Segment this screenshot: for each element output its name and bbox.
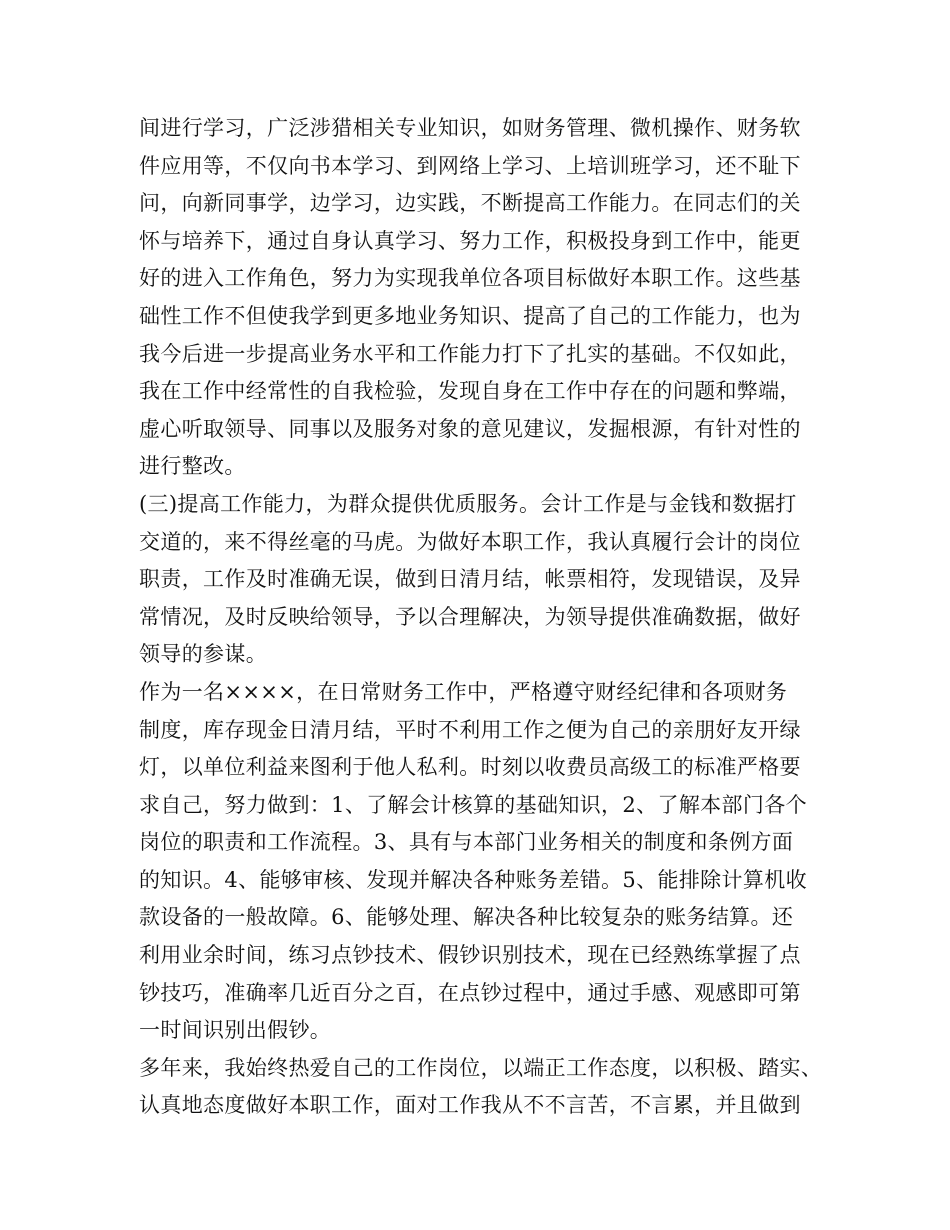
text-line: 多年来，我始终热爱自己的工作岗位，以端正工作态度，以积极、踏实、 (139, 1055, 823, 1080)
text-line: 认真地态度做好本职工作，面对工作我从不不言苦，不言累，并且做到 (139, 1093, 801, 1118)
text-line: 我今后进一步提高业务水平和工作能力打下了扎实的基础。不仅如此， (139, 341, 801, 366)
text-line: 款设备的一般故障。6、能够处理、解决各种比较复杂的账务结算。还 (139, 905, 794, 930)
text-line: 怀与培养下，通过自身认真学习、努力工作，积极投身到工作中，能更 (139, 228, 801, 253)
text-line: 制度，库存现金日清月结，平时不利用工作之便为自己的亲朋好友开绿 (139, 717, 801, 742)
text-line: 间进行学习，广泛涉猎相关专业知识，如财务管理、微机操作、财务软 (139, 116, 801, 140)
text-line: 虚心听取领导、同事以及服务对象的意见建议，发掘根源，有针对性的 (139, 416, 801, 441)
text-line: 钞技巧，准确率几近百分之百，在点钞过程中，通过手感、观感即可第 (139, 980, 801, 1005)
text-line: 交道的，来不得丝毫的马虎。为做好本职工作，我认真履行会计的岗位 (139, 529, 801, 554)
text-line: 领导的参谋。 (139, 642, 268, 667)
text-line: 的知识。4、能够审核、发现并解决各种账务差错。5、能排除计算机收 (139, 867, 807, 892)
text-line: 利用业余时间，练习点钞技术、假钞识别技术，现在已经熟练掌握了点 (139, 943, 801, 968)
text-line: 进行整改。 (139, 454, 246, 479)
text-line: 问，向新同事学，边学习，边实践，不断提高工作能力。在同志们的关 (139, 191, 801, 216)
text-line: 我在工作中经常性的自我检验，发现自身在工作中存在的问题和弊端， (139, 379, 801, 404)
text-line: 一时间识别出假钞。 (139, 1018, 332, 1043)
text-line: 职责，工作及时准确无误，做到日清月结，帐票相符，发现错误，及异 (139, 567, 801, 592)
text-line: 作为一名××××，在日常财务工作中，严格遵守财经纪律和各项财务 (139, 679, 788, 704)
body-text (139, 110, 829, 1125)
text-line: (三)提高工作能力，为群众提供优质服务。会计工作是与金钱和数据打 (139, 491, 797, 516)
text-line: 岗位的职责和工作流程。3、具有与本部门业务相关的制度和条例方面 (139, 830, 794, 855)
text-line: 灯，以单位利益来图利于他人私利。时刻以收费员高级工的标准严格要 (139, 755, 801, 780)
text-line: 件应用等，不仅向书本学习、到网络上学习、上培训班学习，还不耻下 (139, 153, 801, 178)
text-line: 础性工作不但使我学到更多地业务知识、提高了自己的工作能力，也为 (139, 303, 801, 328)
text-line: 好的进入工作角色，努力为实现我单位各项目标做好本职工作。这些基 (139, 266, 801, 291)
text-line: 求自己，努力做到：1、了解会计核算的基础知识，2、了解本部门各个 (139, 792, 807, 817)
text-line: 常情况，及时反映给领导，予以合理解决，为领导提供准确数据，做好 (139, 604, 801, 629)
